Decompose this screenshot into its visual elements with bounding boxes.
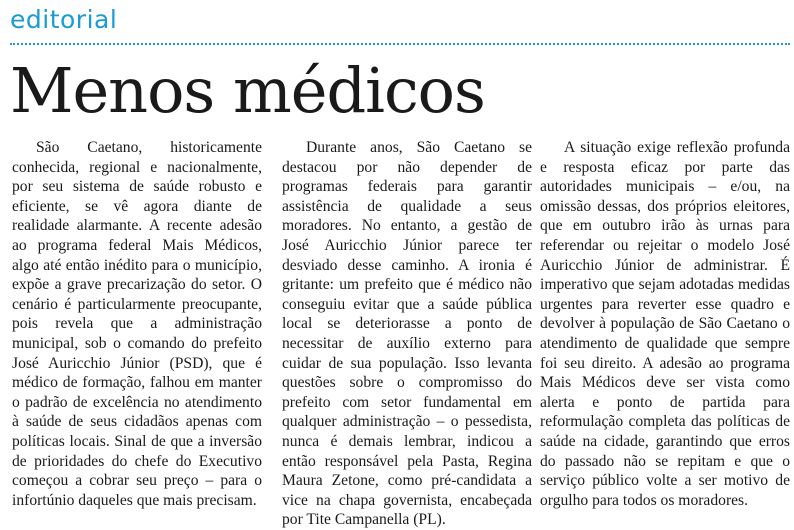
section-label: editorial xyxy=(10,5,118,34)
dotted-divider xyxy=(10,43,790,45)
paragraph: Durante anos, São Caetano se destacou por não depender de programas federais para garantir assistência de qualidade a seus moradores. No entanto, a gestão de José Auricchio Júnior parece ter desviado desse caminho. A ironia é gritante: um prefeito que é médico não conseguiu evitar que a saúde pública local se deteriorasse a ponto de necessitar de auxílio externo para cuidar de sua população. Isso levanta questões sobre o compromisso do prefeito com setor fundamental em qualquer administração – o pessedista, nunca é demais lembrar, indicou a então responsável pela Pasta, Regina Maura Zetone, como pré-candidata a vice na chapa governista, encabeçada por Tite Campanella (PL). xyxy=(282,139,532,529)
paragraph: São Caetano, historicamente conhecida, regional e nacionalmente, por seu sistema de saúde robusto e eficiente, se vê agora diante de realidade alarmante. A recente adesão ao programa federal Mais Médicos, algo até então inédito para o município, expõe a grave precarização do setor. O cenário é particularmente preocupante, pois revela que a administração municipal, sob o comando do prefeito José Auricchio Júnior (PSD), que é médico de formação, falhou em manter o padrão de excelência no atendimento à saúde de seus cidadãos apenas com políticas locais. Sinal de que a inversão de prioridades do chefe do Executivo começou a cobrar seu preço – para o infortúnio daqueles que mais precisam. xyxy=(12,139,262,509)
article-column-2 xyxy=(282,138,532,530)
article-column-1 xyxy=(12,138,262,510)
article-column-3 xyxy=(540,138,790,510)
headline: Menos médicos xyxy=(10,54,485,127)
paragraph: A situação exige reflexão profunda e resposta eficaz por parte das autoridades municipais – e/ou, na omissão dessas, dos próprios eleitores, que em outubro irão às urnas para referendar ou rejeitar o modelo José Auricchio Júnior de administrar. É imperativo que sejam adotadas medidas urgentes para reverter esse quadro e devolver à população de São Caetano o atendimento de qualidade que sempre foi seu direito. A adesão ao programa Mais Médicos deve ser vista como alerta e ponto de partida para reformulação completa das políticas de saúde na cidade, garantindo que erros do passado não se repitam e que o serviço público volte a ser motivo de orgulho para todos os moradores. xyxy=(540,139,790,509)
